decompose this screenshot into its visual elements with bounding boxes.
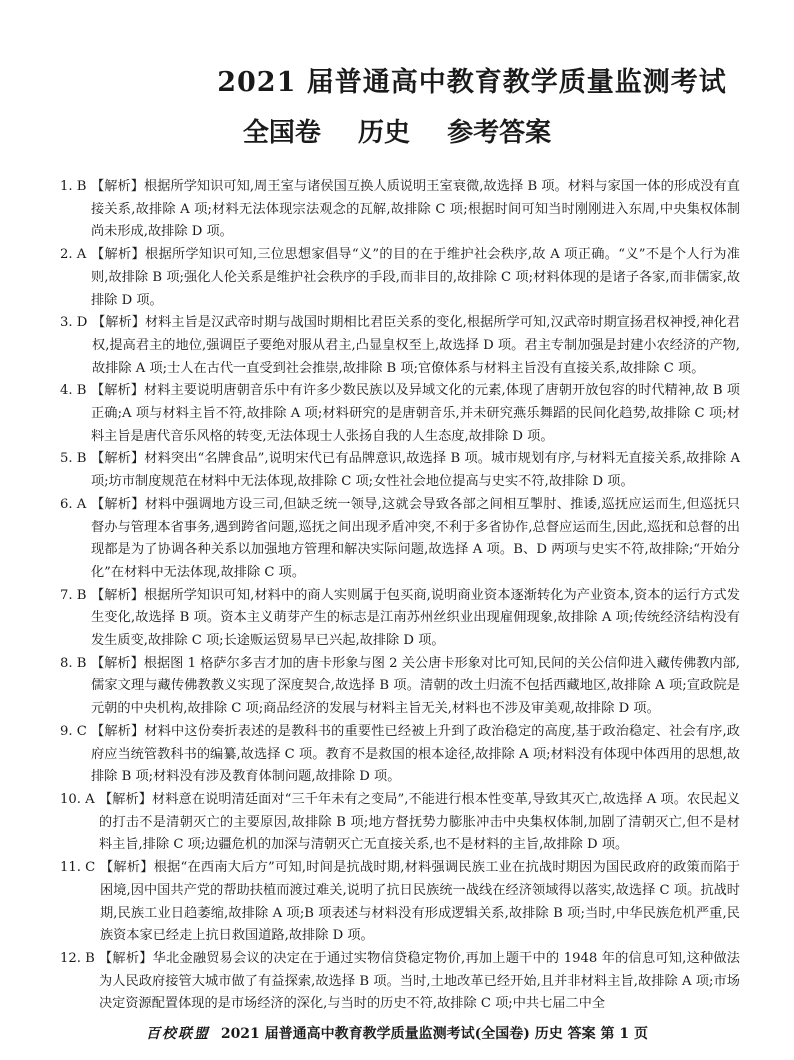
answer-number: 8. B [60,655,87,671]
answer-number: 3. D [60,315,88,331]
answer-item [60,176,740,244]
answer-number: 7. B [60,587,87,603]
answer-list [60,176,740,1016]
answer-explanation: 【解析】材料主要说明唐朝音乐中有许多少数民族以及异域文化的元素,体现了唐朝开放包容的时代精神,故 B 项正确;A 项与材料主旨不符,故排除 A 项;材料研究的是唐朝音乐,并未研究燕乐舞蹈的民间化趋势,故排除 C 项;材料主旨是唐代音乐风格的转变,无法体现士人张扬自我的人生态度,故排除 D 项。 [91,383,740,444]
answer-item [60,244,740,312]
answer-number: 11. C [60,860,96,876]
answer-explanation: 【解析】材料突出“名牌食品”,说明宋代已有品牌意识,故选择 B 项。城市规划有序,与材料无直接关系,故排除 A 项;坊市制度规范在材料中无法体现,故排除 C 项;女性社会地位提高与史实不符,故排除 D 项。 [91,451,740,490]
answer-explanation: 【解析】根据图 1 格萨尔多吉才加的唐卡形象与图 2 关公唐卡形象对比可知,民间的关公信仰进入藏传佛教内部,儒家文理与藏传佛教教义实现了深度契合,故选择 B 项。清朝的改土归流不包括西藏地区,故排除 A 项;宣政院是元朝的中央机构,故排除 C 项;商品经济的发展与材料主旨无关,材料也不涉及审美观,故排除 D 项。 [91,655,740,717]
answer-item [60,948,740,1016]
subtitle-type: 参考答案 [447,118,552,148]
answer-explanation: 【解析】根据所学知识可知,周王室与诸侯国互换人质说明王室衰微,故选择 B 项。材料与家国一体的形成没有直接关系,故排除 A 项;材料无法体现宗法观念的瓦解,故排除 C 项;根据时间可知当时刚刚进入东周,中央集权体制尚未形成,故排除 D 项。 [91,179,740,240]
answer-item [60,789,740,857]
answer-number: 5. B [60,451,87,467]
subtitle-subject: 历史 [357,118,410,148]
answer-item [60,380,740,448]
footer-text: 2021 届普通高中教育教学质量监测考试(全国卷) 历史 答案 第 1 页 [220,1026,649,1042]
answer-item [60,653,740,721]
answer-explanation: 【解析】根据所学知识可知,材料中的商人实则属于包买商,说明商业资本逐渐转化为产业资本,资本的运行方式发生变化,故选择 B 项。资本主义萌芽产生的标志是江南苏州丝织业出现雇佣现象,故排除 A 项;传统经济结构没有发生质变,故排除 C 项;长途贩运贸易早已兴起,故排除 D 项。 [91,587,740,649]
answer-item [60,448,740,493]
answer-explanation: 【解析】根据“在西南大后方”可知,时间是抗战时期,材料强调民族工业在抗战时期因为国民政府的政策而陷于困境,因中国共产党的帮助扶植而渡过难关,说明了抗日民族统一战线在经济领域得以落实,故选择 C 项。抗战时期,民族工业日趋萎缩,故排除 A 项;B 项表述与材料没有形成逻辑关系,故排除 B 项;当时,中华民族危机严重,民族资本家已经走上抗日救国道路,故排除 D 项。 [100,860,740,944]
answer-item [60,585,740,653]
answer-number: 2. A [60,247,87,263]
answer-item [60,721,740,789]
answer-number: 1. B [60,179,87,194]
answer-explanation: 【解析】华北金融贸易会议的决定在于通过实物信贷稳定物价,再加上题干中的 1948 年的信息可知,这种做法为人民政府接管大城市做了有益探索,故选择 B 项。当时,土地改革已经开始,且并非材料主旨,故排除 A 项;市场决定资源配置体现的是市场经济的深化,与当时的历史不符,故排除 C 项;中共七届二中全 [99,950,740,1012]
page-title: 2021 届普通高中教育教学质量监测考试 [217,67,727,98]
answer-explanation: 【解析】材料中这份奏折表述的是教科书的重要性已经被上升到了政治稳定的高度,基于政治稳定、社会有序,政府应当统管教科书的编纂,故选择 C 项。教育不是救国的根本途径,故排除 A 项;材料没有体现中体西用的思想,故排除 B 项;材料没有涉及教育体制问题,故排除 D 项。 [91,723,740,785]
answer-item [60,312,740,380]
answer-explanation: 【解析】材料中强调地方设三司,但缺乏统一领导,这就会导致各部之间相互掣肘、推诿,巡抚应运而生,但巡抚只督办与管理本省事务,遇到跨省问题,巡抚之间出现矛盾冲突,不利于多省协作,总督应运而生,因此,巡抚和总督的出现都是为了协调各种关系以加强地方管理和解决实际问题,故选择 A 项。B、D 两项与史实不符,故排除;“开始分化”在材料中无法体现,故排除 C 项。 [91,496,740,580]
answer-number: 4. B [60,383,87,399]
answer-explanation: 【解析】材料主旨是汉武帝时期与战国时期相比君臣关系的变化,根据所学可知,汉武帝时期宣扬君权神授,神化君权,提高君主的地位,强调臣子要绝对服从君主,凸显皇权至上,故选择 D 项。君主专制加强是封建小农经济的产物,故排除 A 项;士人在古代一直受到社会推崇,故排除 B 项;官僚体系与材料主旨没有直接关系,故排除 C 项。 [92,315,740,376]
answer-item [60,494,740,585]
page-subtitle [0,112,794,149]
subtitle-scope: 全国卷 [242,118,321,148]
page-footer [0,1023,794,1043]
answer-explanation: 【解析】根据所学知识可知,三位思想家倡导“义”的目的在于维护社会秩序,故 A 项正确。“义”不是个人行为准则,故排除 B 项;强化人伦关系是维护社会秩序的手段,而非目的,故排除 C 项;材料体现的是诸子各家,而非儒家,故排除 D 项。 [91,247,740,308]
answer-explanation: 【解析】材料意在说明清廷面对“三千年未有之变局”,不能进行根本性变革,导致其灭亡,故选择 A 项。农民起义的打击不是清朝灭亡的主要原因,故排除 B 项;地方督抚势力膨胀冲击中央集权体制,加剧了清朝灭亡,但不是材料主旨,排除 C 项;边疆危机的加深与清朝灭亡无直接关系,也不是材料的主旨,故排除 D 项。 [99,791,740,853]
answer-item [60,857,740,948]
publisher-logo: 百校联盟 [145,1026,210,1042]
answer-number: 6. A [60,496,87,512]
answer-number: 12. B [60,950,95,966]
answer-number: 10. A [60,791,95,807]
answer-number: 9. C [60,723,87,739]
